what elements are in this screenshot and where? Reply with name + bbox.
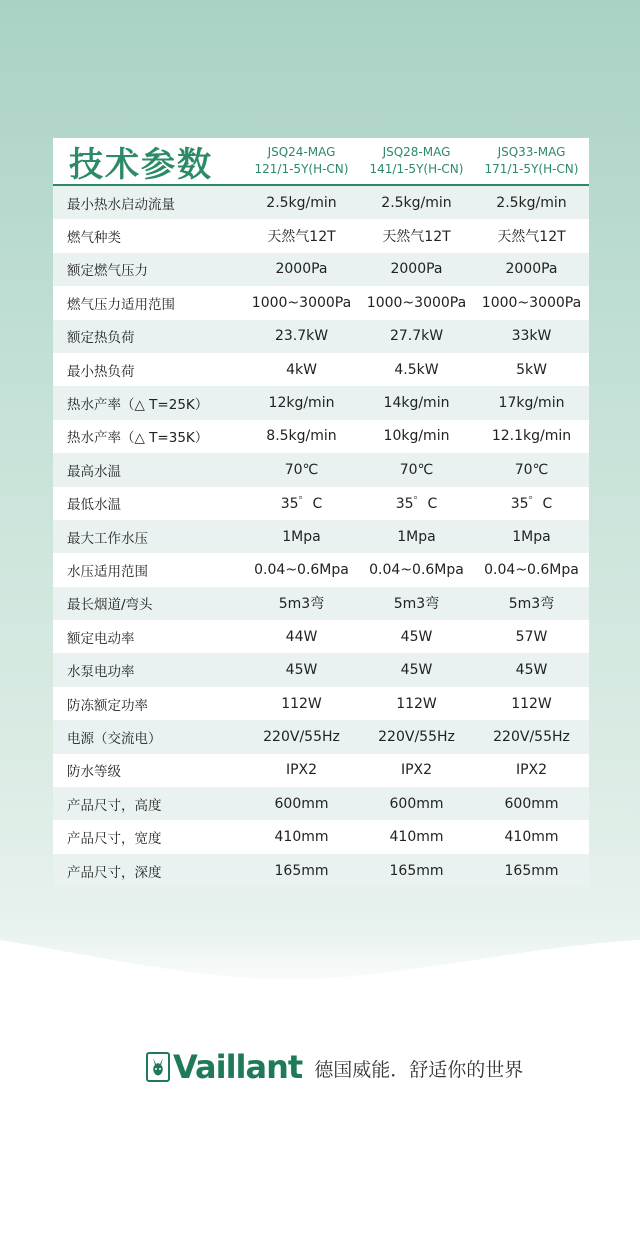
row-value: 2000Pa — [505, 261, 558, 278]
row-value: 33kW — [511, 328, 552, 345]
row-label: 产品尺寸，宽度 — [67, 831, 162, 848]
row-value: 4kW — [286, 361, 317, 378]
table-row — [53, 553, 589, 586]
table-row — [53, 186, 589, 219]
row-label: 电源（交流电） — [67, 730, 162, 747]
row-value: 8.5kg/min — [266, 428, 337, 445]
row-label: 最小热水启动流量 — [67, 196, 175, 213]
page-title: 技术参数 — [69, 144, 213, 185]
row-label: 最低水温 — [67, 497, 121, 514]
table-row — [53, 420, 589, 453]
row-value: 70℃ — [514, 461, 549, 478]
row-value: 0.04~0.6Mpa — [484, 561, 579, 578]
row-value: 45W — [285, 662, 318, 679]
row-value: IPX2 — [400, 762, 433, 779]
table-row — [53, 687, 589, 720]
row-value: 600mm — [274, 795, 329, 812]
bunny-logo-icon — [146, 1052, 170, 1082]
row-label: 产品尺寸，深度 — [67, 864, 162, 881]
table-row — [53, 286, 589, 319]
row-value: 5m3弯 — [393, 596, 440, 613]
row-value: 165mm — [389, 862, 444, 879]
row-value: 57W — [515, 628, 548, 645]
row-label: 热水产率（△ T=35K） — [67, 430, 209, 447]
table-row — [53, 320, 589, 353]
brand-footer — [146, 1050, 523, 1084]
row-value: 112W — [511, 695, 552, 712]
row-value: 12.1kg/min — [491, 428, 572, 445]
row-value: 天然气12T — [382, 229, 451, 246]
table-row — [53, 587, 589, 620]
row-value: 35゜C — [395, 496, 438, 513]
row-value: 5m3弯 — [508, 596, 555, 613]
row-value: 1Mpa — [282, 528, 321, 545]
row-label: 最大工作水压 — [67, 530, 148, 547]
row-value: 410mm — [274, 829, 329, 846]
spec-table-header — [53, 138, 589, 186]
row-value: 600mm — [389, 795, 444, 812]
row-value: 70℃ — [284, 461, 319, 478]
table-row — [53, 353, 589, 386]
table-row — [53, 754, 589, 787]
row-label: 防冻额定功率 — [67, 697, 148, 714]
row-value: 45W — [515, 662, 548, 679]
row-value: 2000Pa — [390, 261, 443, 278]
row-value: 165mm — [274, 862, 329, 879]
row-label: 燃气种类 — [67, 230, 121, 247]
row-value: 112W — [281, 695, 322, 712]
row-value: 0.04~0.6Mpa — [369, 561, 464, 578]
row-value: 410mm — [389, 829, 444, 846]
row-value: 2.5kg/min — [496, 194, 567, 211]
row-value: 2000Pa — [275, 261, 328, 278]
row-label: 最长烟道/弯头 — [67, 597, 153, 614]
row-value: IPX2 — [515, 762, 548, 779]
row-value: 70℃ — [399, 461, 434, 478]
row-label: 额定燃气压力 — [67, 263, 148, 280]
row-value: 5kW — [516, 361, 547, 378]
row-value: 27.7kW — [389, 328, 444, 345]
row-value: 220V/55Hz — [493, 728, 570, 745]
row-value: 0.04~0.6Mpa — [254, 561, 349, 578]
row-value: 2.5kg/min — [381, 194, 452, 211]
brand-slogan: 德国威能．舒适你的世界 — [314, 1059, 524, 1081]
row-value: 1000~3000Pa — [251, 294, 352, 311]
model-column-header: JSQ33-MAG 171/1-5Y(H-CN) — [484, 145, 579, 176]
table-row — [53, 653, 589, 686]
spec-table-body — [53, 186, 589, 887]
row-value: 1Mpa — [512, 528, 551, 545]
table-row — [53, 820, 589, 853]
row-value: 45W — [400, 662, 433, 679]
table-row — [53, 620, 589, 653]
spec-table — [53, 138, 589, 887]
table-row — [53, 219, 589, 252]
row-label: 最小热负荷 — [67, 363, 135, 380]
row-label: 额定电动率 — [67, 630, 135, 647]
row-value: IPX2 — [285, 762, 318, 779]
table-row — [53, 386, 589, 419]
row-value: 410mm — [504, 829, 559, 846]
row-label: 热水产率（△ T=25K） — [67, 397, 209, 414]
row-label: 防水等级 — [67, 764, 121, 781]
row-value: 天然气12T — [497, 229, 566, 246]
table-row — [53, 253, 589, 286]
row-label: 水泵电功率 — [67, 664, 135, 681]
brand-logo: Vaillant — [173, 1048, 303, 1086]
row-value: 35゜C — [280, 496, 323, 513]
row-value: 44W — [285, 628, 318, 645]
row-value: 17kg/min — [498, 395, 565, 412]
row-value: 4.5kW — [394, 361, 439, 378]
row-label: 额定热负荷 — [67, 330, 135, 347]
row-value: 14kg/min — [383, 395, 450, 412]
row-value: 1Mpa — [397, 528, 436, 545]
row-value: 220V/55Hz — [378, 728, 455, 745]
row-value: 天然气12T — [267, 229, 336, 246]
table-row — [53, 520, 589, 553]
table-row — [53, 487, 589, 520]
row-value: 112W — [396, 695, 437, 712]
row-value: 2.5kg/min — [266, 194, 337, 211]
table-row — [53, 453, 589, 486]
row-label: 燃气压力适用范围 — [67, 296, 175, 313]
row-value: 23.7kW — [274, 328, 329, 345]
row-value: 1000~3000Pa — [481, 294, 582, 311]
row-value: 35゜C — [510, 496, 553, 513]
row-value: 5m3弯 — [278, 596, 325, 613]
table-row — [53, 720, 589, 753]
model-column-header: JSQ28-MAG 141/1-5Y(H-CN) — [369, 145, 464, 176]
model-column-header: JSQ24-MAG 121/1-5Y(H-CN) — [254, 145, 349, 176]
table-row — [53, 854, 589, 887]
row-label: 最高水温 — [67, 463, 121, 480]
row-label: 水压适用范围 — [67, 563, 148, 580]
row-value: 12kg/min — [268, 395, 335, 412]
row-label: 产品尺寸，高度 — [67, 797, 162, 814]
row-value: 1000~3000Pa — [366, 294, 467, 311]
row-value: 220V/55Hz — [263, 728, 340, 745]
row-value: 45W — [400, 628, 433, 645]
table-row — [53, 787, 589, 820]
row-value: 165mm — [504, 862, 559, 879]
row-value: 600mm — [504, 795, 559, 812]
row-value: 10kg/min — [383, 428, 450, 445]
